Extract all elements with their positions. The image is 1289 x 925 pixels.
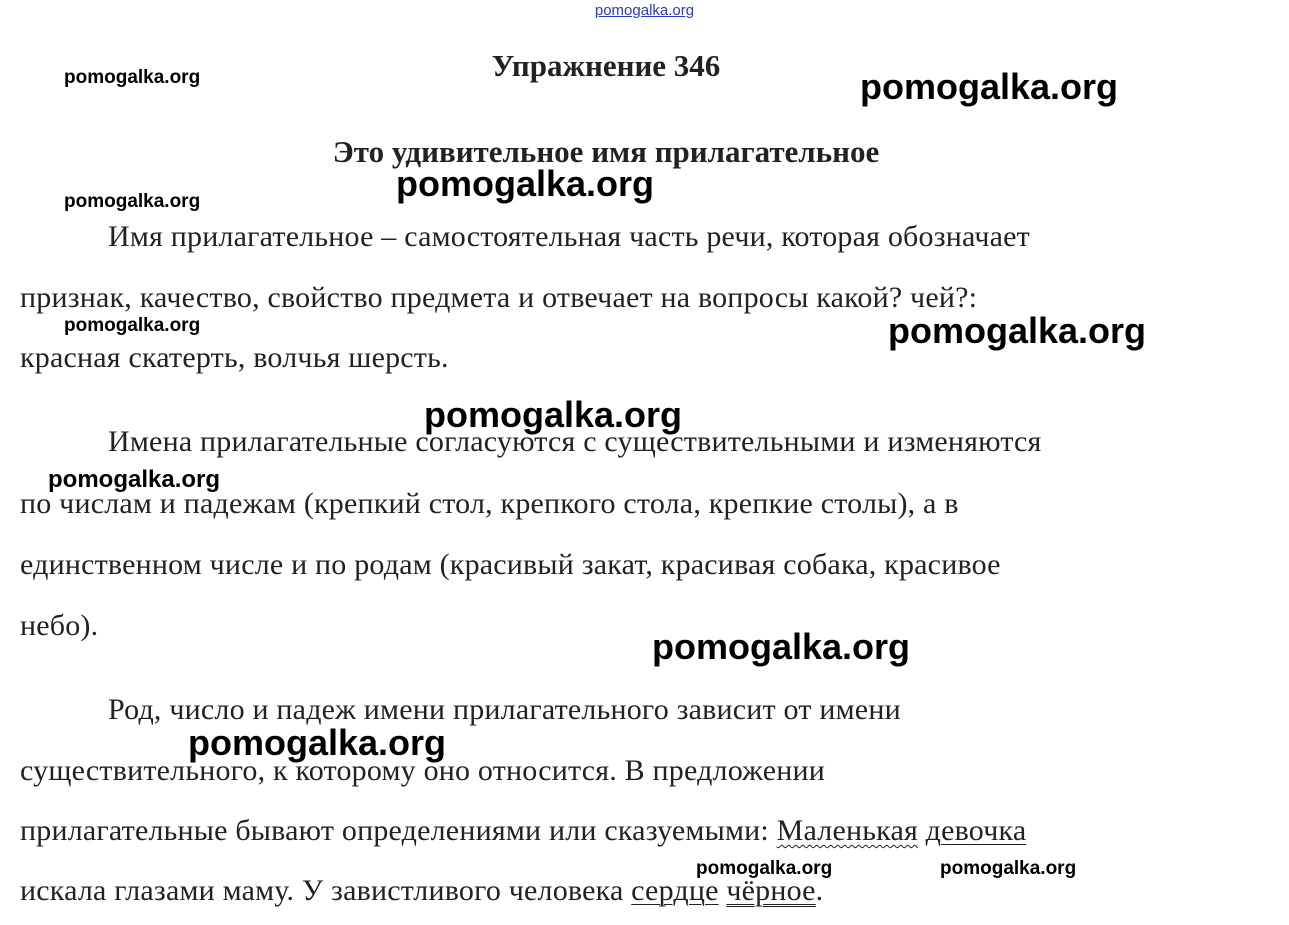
underlined-word-devochka: девочка: [925, 814, 1027, 847]
paragraph3-line3-text: прилагательные бывают определениями или сказуемыми:: [20, 814, 777, 847]
paragraph3-line4-text: искала глазами маму. У завистливого человека: [20, 874, 632, 907]
paragraph2-line3: единственном числе и по родам (красивый закат, красивая собака, красивое: [20, 548, 1001, 581]
underlined-word-serdtse: сердце: [631, 874, 719, 907]
paragraph3-line1: Род, число и падеж имени прилагательного зависит от имени: [108, 693, 901, 726]
sentence-period: .: [815, 874, 824, 907]
underlined-word-malenkaya: Маленькая: [776, 814, 918, 847]
paragraph1-line2: признак, качество, свойство предмета и отвечает на вопросы какой? чей?:: [20, 281, 978, 314]
top-watermark-link[interactable]: pomogalka.org: [594, 2, 695, 19]
watermark-small: pomogalka.org: [64, 315, 201, 336]
watermark-large: pomogalka.org: [188, 722, 447, 763]
paragraph2-line4: небо).: [20, 609, 99, 642]
watermark-large: pomogalka.org: [860, 66, 1119, 107]
paragraph3-line3: [20, 814, 1026, 848]
watermark-large: pomogalka.org: [424, 394, 683, 435]
watermark-small: pomogalka.org: [940, 858, 1077, 879]
paragraph2-line1: Имена прилагательные согласуются с существительными и изменяются: [108, 425, 1042, 458]
word-space: [918, 814, 926, 847]
watermark-large: pomogalka.org: [652, 626, 911, 667]
watermark-large: pomogalka.org: [888, 310, 1147, 351]
exercise-title: Упражнение 346: [491, 48, 721, 83]
paragraph1-line1: Имя прилагательное – самостоятельная часть речи, которая обозначает: [108, 220, 1030, 253]
watermark-small: pomogalka.org: [64, 191, 201, 212]
watermark-small: pomogalka.org: [696, 858, 833, 879]
paragraph1-line3: красная скатерть, волчья шерсть.: [20, 341, 449, 374]
paragraph2-line2: по числам и падежам (крепкий стол, крепкого стола, крепкие столы), а в: [20, 487, 959, 520]
paragraph3-line2: существительного, к которому оно относится. В предложении: [20, 754, 825, 787]
watermark-medium: pomogalka.org: [48, 466, 221, 493]
underlined-word-chernoe: чёрное: [726, 874, 816, 907]
watermark-small: pomogalka.org: [64, 67, 201, 88]
watermark-large: pomogalka.org: [396, 163, 655, 204]
exercise-subtitle: Это удивительное имя прилагательное: [332, 134, 880, 169]
